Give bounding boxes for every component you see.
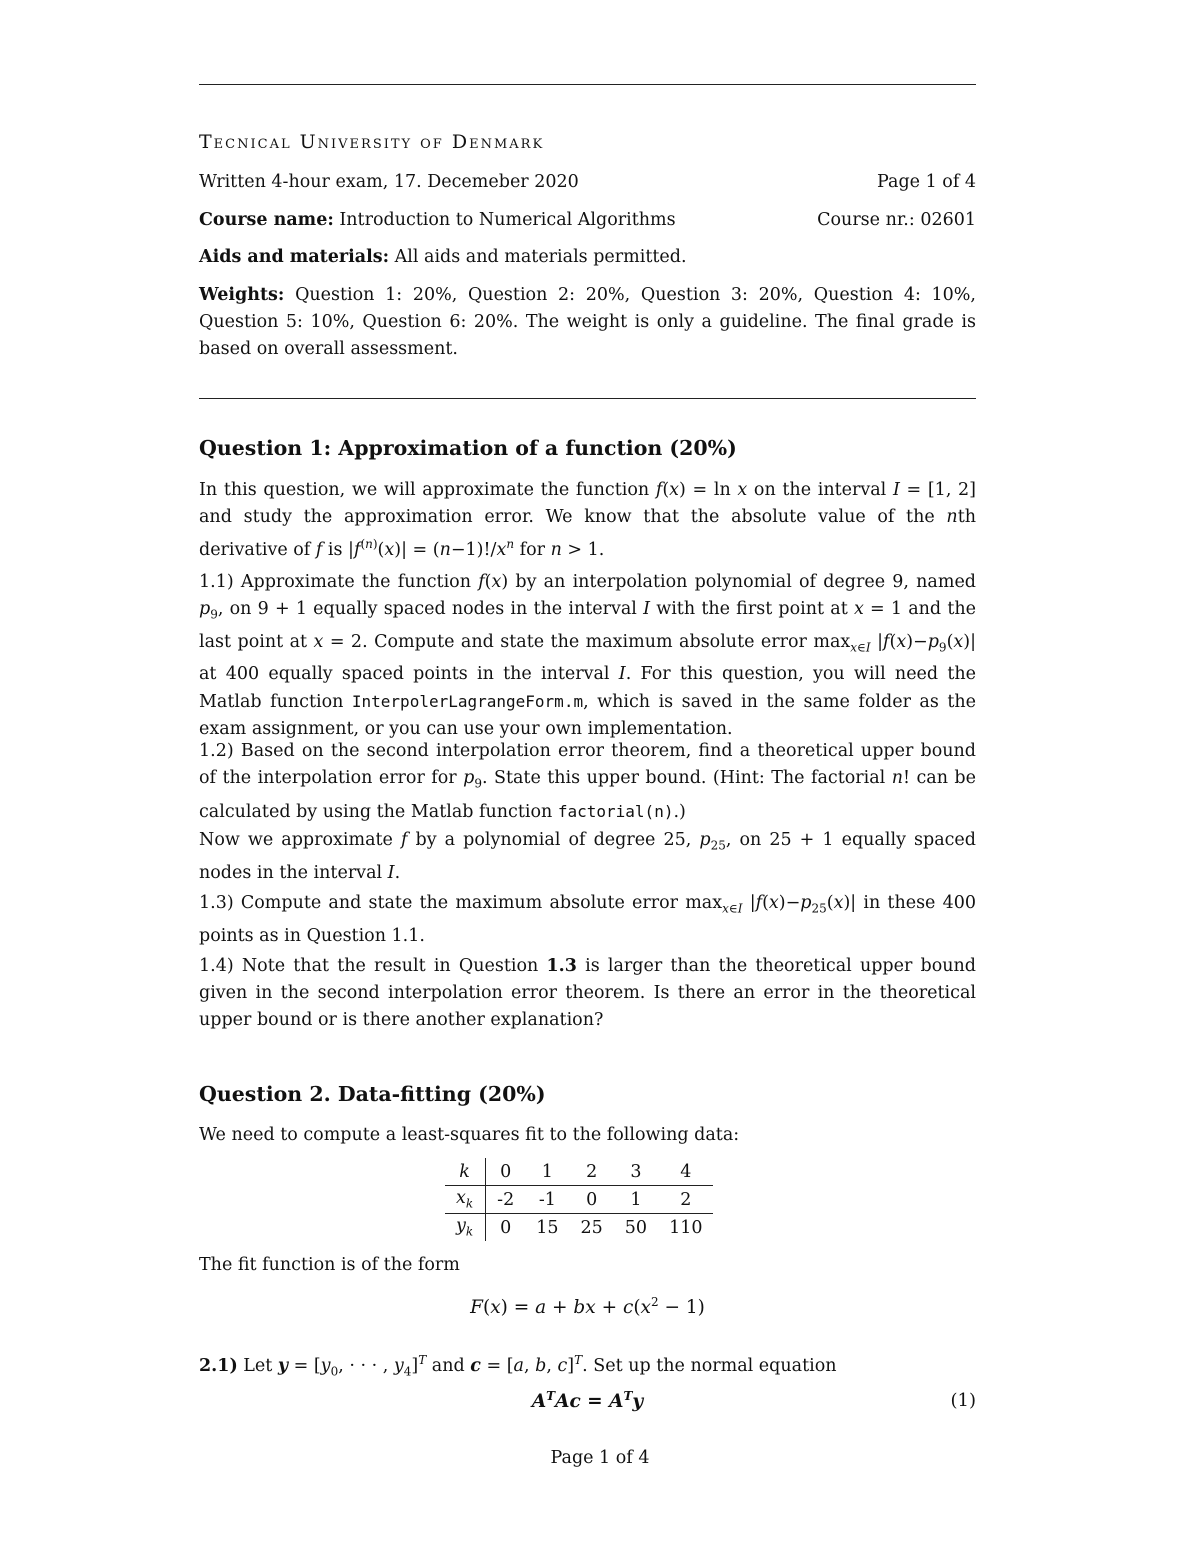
table-cell: 3 (630, 1161, 642, 1182)
table-cell: 0 (500, 1161, 512, 1182)
q2-intro: We need to compute a least-squares fit to the following data: (199, 1125, 740, 1145)
q2-part-1: 2.1) Let $y = [y_0$, · · · , $y_4]^T$ and c = [a, b, c]$^T$. Set up the normal equation (199, 1353, 837, 1379)
table-row-label: $y_k$ (445, 1214, 486, 1242)
table-cell: 110 (658, 1214, 713, 1242)
q1-part-3: 1.3) Compute and state the maximum absolute error $\max_{x\in I} |f(x)-p_{25}(x)|$ in these 400 points as in Question 1.1. (199, 893, 976, 946)
q1-part-1: 1.1) Approximate the function f(x) by an interpolation polynomial of degree 9, named $p_9$, on 9 + 1 equally spaced nodes in the interval I with the first point at x = 1 and the last point at x = 2. Compute and state the maximum absolute error $\max_{x\in I} |f(x)-p_9(x)|$ at 400 equally spaced points in the interval I. For this question, you will need the Matlab function InterpolerLagrangeForm.m, which is saved in the same folder as the exam assignment, or you can use your own implementation. (199, 572, 977, 739)
table-cell: 0 (570, 1186, 614, 1214)
table-cell: 1 (541, 1161, 553, 1182)
fit-function-equation: F(x) = a + bx + $c(x^2 - 1)$ (470, 1295, 705, 1319)
exam-info-row (199, 172, 976, 192)
aids-row: Aids and materials: All aids and materials permitted. (199, 247, 687, 267)
table-cell: 15 (525, 1214, 569, 1242)
course-row (199, 210, 976, 230)
weights-paragraph: Weights: Question 1: 20%, Question 2: 20%, Question 3: 20%, Question 4: 10%, Question 5: 10%, Question 6: 20%. The weight is only a guideline. The final grade is based on overall assessment. (199, 285, 976, 359)
table-cell: 0 (486, 1214, 526, 1242)
table-cell: -1 (525, 1186, 569, 1214)
q2-fit-intro: The fit function is of the form (199, 1255, 460, 1275)
table-cell: 1 (614, 1186, 658, 1214)
q1-part-4: 1.4) Note that the result in Question 1.3 is larger than the theoretical upper bound given in the second interpolation error theorem. Is there an error in the theoretical upper bound or is there another explanation? (199, 956, 977, 1030)
table-cell: 2 (658, 1186, 713, 1214)
top-rule (199, 84, 976, 85)
table-row (445, 1214, 713, 1242)
table-cell: 4 (680, 1161, 692, 1182)
table-row (445, 1186, 713, 1214)
course-number: Course nr.: 02601 (817, 210, 976, 230)
question-1-title: Question 1: Approximation of a function (20%) (199, 436, 737, 460)
footer-page-number: Page 1 of 4 (550, 1448, 650, 1468)
table-cell: -2 (486, 1186, 526, 1214)
q1-transition: Now we approximate f by a polynomial of degree 25, $p_{25}$, on 25 + 1 equally spaced nodes in the interval I. (199, 830, 976, 883)
question-2-title: Question 2. Data-fitting (20%) (199, 1082, 546, 1106)
page-indicator: Page 1 of 4 (877, 172, 976, 192)
equation-number: (1) (950, 1390, 976, 1411)
q1-part-2: 1.2) Based on the second interpolation error theorem, find a theoretical upper bound of the interpolation error for $p_9$. State this upper bound. (Hint: The factorial n! can be calculated by using the Matlab function factorial(n).) (199, 741, 976, 822)
table-row (445, 1158, 713, 1186)
table-cell: 50 (614, 1214, 658, 1242)
q1-intro: In this question, we will approximate the function f(x) = ln x on the interval I = [1, 2] and study the approximation error. We know that the absolute value of the nth derivative of f is $|f^{(n)}(x)| = (n-1)!/x^n$ for n > 1. (199, 480, 977, 560)
header-bottom-rule (199, 398, 976, 399)
exam-line: Written 4-hour exam, 17. Decemeber 2020 (199, 172, 579, 192)
table-cell: 25 (570, 1214, 614, 1242)
table-cell: 2 (586, 1161, 598, 1182)
course-name: Course name: Introduction to Numerical Algorithms (199, 210, 676, 230)
normal-equation: $A^TAc = A^Ty$ (531, 1389, 644, 1413)
university-name: Tecnical University of Denmark (199, 131, 545, 153)
data-table (445, 1158, 713, 1241)
table-row-label: $x_k$ (445, 1186, 486, 1214)
table-row-label: k (445, 1158, 486, 1186)
